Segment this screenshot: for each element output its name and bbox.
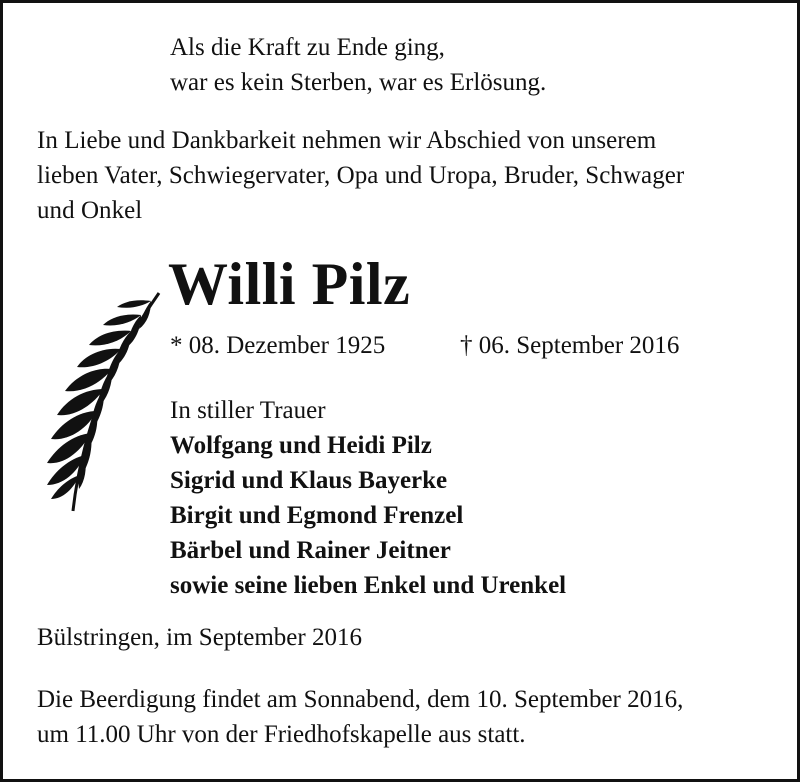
mourners-heading: In stiller Trauer <box>170 397 326 424</box>
mourners-block <box>170 393 566 603</box>
quote-block <box>170 30 546 100</box>
death-date: † 06. September 2016 <box>460 332 680 359</box>
mourner-name: Bärbel und Rainer Jeitner <box>170 537 451 564</box>
intro-text <box>37 123 769 228</box>
funeral-line-1: Die Beerdigung findet am Sonnabend, dem 10. September 2016, <box>37 686 684 713</box>
mourner-name: sowie seine lieben Enkel und Urenkel <box>170 572 567 599</box>
intro-line-1: In Liebe und Dankbarkeit nehmen wir Abschied von unserem <box>37 127 657 154</box>
palm-frond-icon <box>33 283 163 523</box>
mourner-name: Wolfgang und Heidi Pilz <box>170 432 432 459</box>
quote-line-1: Als die Kraft zu Ende ging, <box>170 34 445 61</box>
mourner-name: Birgit und Egmond Frenzel <box>170 502 464 529</box>
birth-date: * 08. Dezember 1925 <box>170 332 386 359</box>
place-date: Bülstringen, im September 2016 <box>37 624 362 651</box>
funeral-notice <box>37 682 683 752</box>
mourner-name: Sigrid und Klaus Bayerke <box>170 467 448 494</box>
funeral-line-2: um 11.00 Uhr von der Friedhofskapelle aus statt. <box>37 721 526 748</box>
quote-line-2: war es kein Sterben, war es Erlösung. <box>170 69 547 96</box>
intro-line-2: lieben Vater, Schwiegervater, Opa und Uropa, Bruder, Schwager <box>37 162 685 189</box>
deceased-name: Willi Pilz <box>168 251 411 317</box>
intro-line-3: und Onkel <box>37 197 143 224</box>
